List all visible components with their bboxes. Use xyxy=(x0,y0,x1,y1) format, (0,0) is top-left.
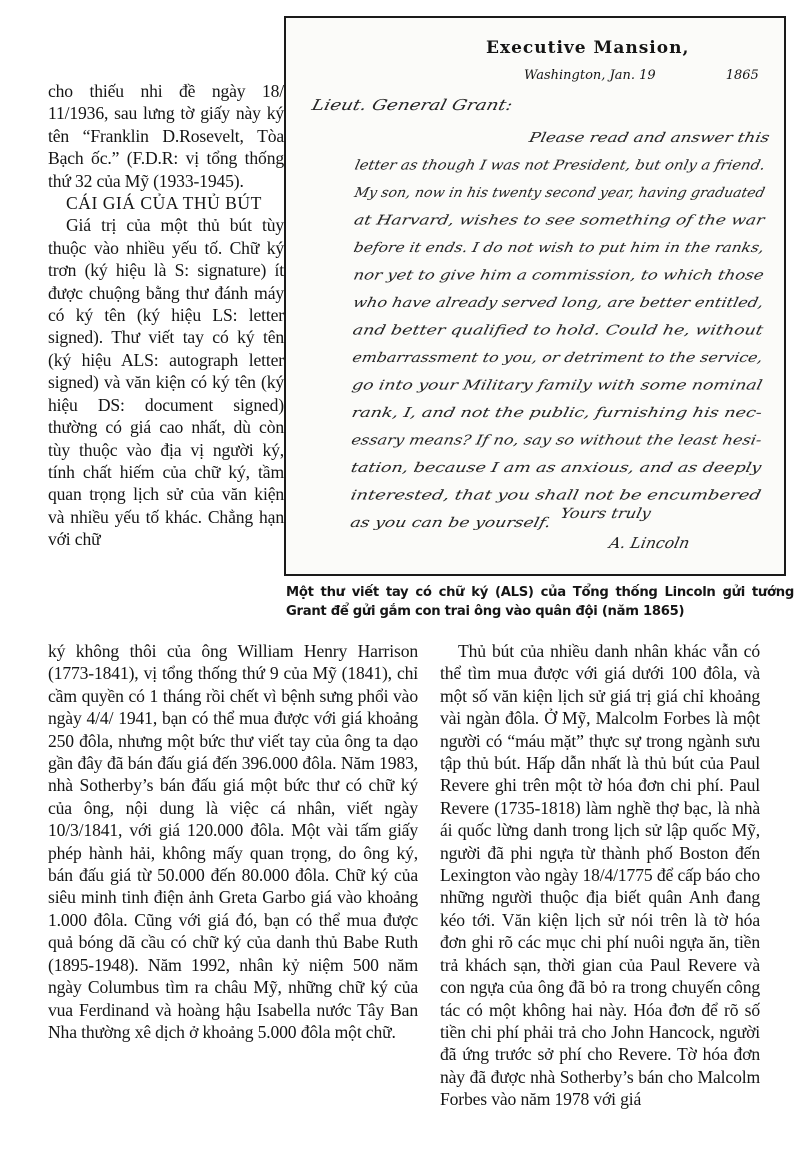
body-paragraph-continued: ký không thôi của ông William Henry Harrison (1773-1841), vị tổng thống thứ 9 của Mỹ (1841), chỉ cầm quyền có 1 tháng rồi chết vì bệnh sưng phổi vào ngày 4/4/ 1941, bạn có thể mua được với giá khoảng 250 đôla, nhưng một bức thư viết tay của ông ta dạo gần đây đã bán đấu giá đến 396.000 đôla. Năm 1983, nhà Sotherby’s bán đấu giá một bức thư có chữ ký của ông, nội dung là việc cá nhân, viết ngày 10/3/1841, với giá 120.000 đôla. Một vài tấm giấy phép hành hải, không mấy quan trọng, do ông ký, bán đấu giá từ 50.000 đến 80.000 đôla. Chữ ký của siêu minh tinh điện ảnh Greta Garbo giá vào khoảng 1.000 đôla. Cũng với giá đó, bạn có thể mua được quả bóng dã cầu có chữ ký của danh thủ Babe Ruth (1895-1948). Năm 1992, nhân kỷ niệm 500 năm ngày Columbus tìm ra châu Mỹ, những chữ ký của vua Ferdinand và hoàng hậu Isabella nước Tây Ban Nha thường xê dịch ở khoảng 5.000 đôla một chữ. xyxy=(48,641,418,1042)
letter-line: Please read and answer this xyxy=(527,130,724,146)
left-column xyxy=(48,80,284,551)
letterhead: Executive Mansion, xyxy=(486,38,690,58)
letter-line: nor yet to give him a commission, to which those xyxy=(351,267,691,284)
letter-line: at Harvard, wishes to see something of the war xyxy=(352,212,681,229)
lincoln-letter-image xyxy=(284,16,786,576)
letter-line: before it ends. I do not wish to put him in the ranks, xyxy=(352,240,713,256)
letter-line: interested, that you shall not be encumbered xyxy=(349,487,661,504)
letter-line: as you can be yourself. xyxy=(348,515,509,531)
letter-year: 1865 xyxy=(725,68,759,83)
letter-line: who have already served long, are better entitled, xyxy=(351,295,698,311)
letter-line: embarrassment to you, or detriment to the service, xyxy=(350,350,705,366)
letter-salutation: Lieut. General Grant: xyxy=(310,96,478,114)
figure-caption: Một thư viết tay có chữ ký (ALS) của Tổng thống Lincoln gửi tướng Grant để gửi gắm con trai ông vào quân đội (năm 1865) xyxy=(286,585,794,619)
letter-closing: Yours truly xyxy=(558,506,640,522)
letter-line: and better qualified to hold. Could he, without xyxy=(351,322,673,339)
left-lower-column xyxy=(48,640,418,1043)
body-paragraph: Giá trị của một thủ bút tùy thuộc vào nhiều yếu tố. Chữ ký trơn (ký hiệu là S: signature) ít được chuộng bằng thư đánh máy có ký tên (ký hiệu LS: letter signed). Thư viết tay có ký tên (ký hiệu ALS: autograph letter signed) và văn kiện có ký tên (ký hiệu DS: document signed) thường có giá cao nhất, dù còn tùy thuộc vào địa vị người ký, tính chất hiếm của chữ ký, tầm quan trọng lịch sử của văn kiện và nhiều yếu tố khác. Chẳng hạn với chữ xyxy=(48,215,284,550)
letter-place-date: Washington, Jan. 19 xyxy=(524,68,656,83)
intro-paragraph: cho thiếu nhi đề ngày 18/ 11/1936, sau lưng tờ giấy này ký tên “Franklin D.Rosevelt, Tòa Bạch ốc.” (F.D.R: vị tổng thống thứ 32 của Mỹ (1933-1945). xyxy=(48,81,284,191)
right-body-paragraph: Thủ bút của nhiều danh nhân khác vẫn có thể tìm mua được với giá dưới 100 đôla, và một số văn kiện lịch sử giá trị giá chỉ khoảng vài ngàn đôla. Ở Mỹ, Malcolm Forbes là một người có “máu mặt” thực sự trong ngành sưu tập thủ bút. Hấp dẫn nhất là thủ bút của Paul Revere ghi trên một tờ hóa đơn chi phí. Paul Revere (1735-1818) làm nghề thợ bạc, là nhà ái quốc lừng danh trong lịch sử lập quốc Mỹ, người đã phi ngựa từ thành phố Boston đến Lexington vào ngày 18/4/1775 để cấp báo cho những người thuộc địa biết quân Anh đang kéo tới. Văn kiện lịch sử nói trên là tờ hóa đơn ghi rõ các mục chi phí nuôi ngựa ăn, tiền trả khách sạn, thời gian của Paul Revere và con ngựa của ông đã bỏ ra trong chuyến công tác có một không hai này. Hóa đơn để rõ số tiền chi phí phải trả cho John Hancock, người đã ứng trước sở phí cho Revere. Tờ hóa đơn này đã được nhà Sotherby’s bán cho Malcolm Forbes vào năm 1978 với giá xyxy=(440,641,760,1110)
section-heading: CÁI GIÁ CỦA THỦ BÚT xyxy=(66,193,262,214)
letter-line: rank, I, and not the public, furnishing his nec- xyxy=(350,405,669,421)
letter-line: letter as though I was not President, but only a friend. xyxy=(353,157,729,174)
letter-line: My son, now in his twenty second year, having graduated xyxy=(352,185,750,201)
letter-line: go into your Military family with some nominal xyxy=(350,377,676,394)
letter-signature: A. Lincoln xyxy=(607,534,688,552)
letter-line: tation, because I am as anxious, and as deeply xyxy=(349,460,671,476)
handwritten-letter xyxy=(286,18,783,573)
letter-line: essary means? If no, say so without the least hesi- xyxy=(349,432,696,449)
right-column xyxy=(440,640,760,1111)
